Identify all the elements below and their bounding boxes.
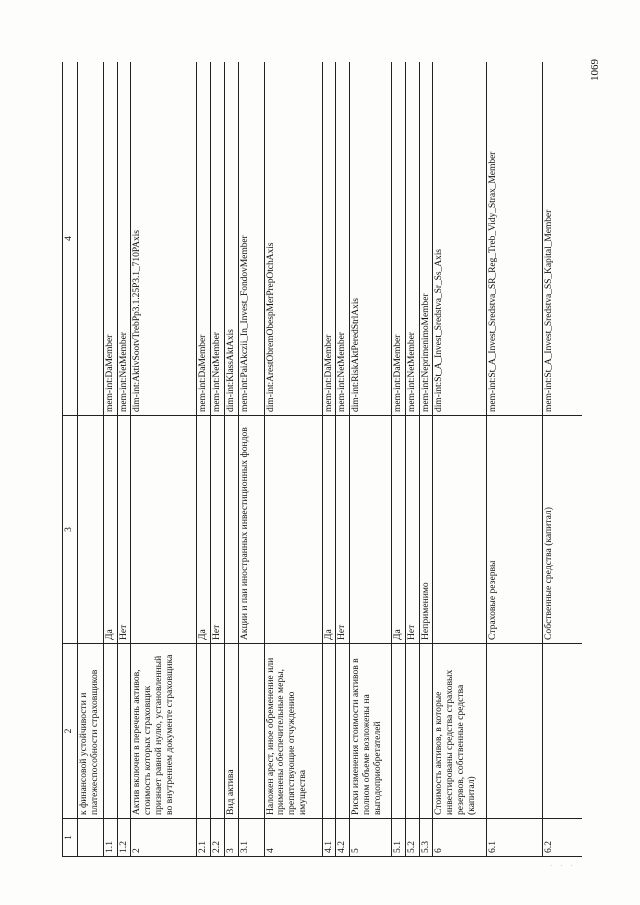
row-number: 4	[264, 819, 322, 857]
row-attribute	[392, 644, 406, 819]
row-number: 2.1	[197, 819, 211, 857]
row-attribute	[405, 644, 419, 819]
row-value: Да	[392, 416, 406, 644]
row-number: 3.1	[238, 819, 264, 857]
taxonomy-table	[62, 62, 582, 857]
row-attribute	[197, 644, 211, 819]
row-attribute	[117, 644, 131, 819]
row-attribute: Наложен арест, иное обременение или применены обеспечительные меры, препятствующие отчуждению имущества	[264, 644, 322, 819]
row-code: mem-int:DaMember	[322, 62, 336, 416]
scan-artifact: · · ·	[550, 862, 576, 870]
row-value: Акции и паи иностранных инвестиционных фондов	[238, 416, 264, 644]
table-rotation-frame	[62, 62, 582, 857]
rotated-page-content	[62, 62, 582, 857]
page-number: 1069	[589, 59, 601, 81]
table-header-row	[63, 62, 78, 857]
table-row	[487, 62, 543, 857]
row-value	[224, 416, 238, 644]
table-row	[405, 62, 419, 857]
row-number: 4.1	[322, 819, 336, 857]
row-value	[131, 416, 197, 644]
row-code: mem-int:DaMember	[197, 62, 211, 416]
row-number: 5.2	[405, 819, 419, 857]
header-cell-1: 1	[63, 819, 78, 857]
row-code: mem-int:NetMember	[336, 62, 350, 416]
row-number: 3	[224, 819, 238, 857]
row-value: Да	[104, 416, 118, 644]
row-number	[78, 819, 104, 857]
row-attribute: Стоимость активов, в которые инвестированы средства страховых резервов, собственные средства (капитал)	[433, 644, 487, 819]
row-attribute: Вид актива	[224, 644, 238, 819]
table-row	[392, 62, 406, 857]
row-attribute	[419, 644, 433, 819]
table-row	[322, 62, 336, 857]
row-attribute	[336, 644, 350, 819]
row-value	[78, 416, 104, 644]
row-attribute	[543, 644, 582, 819]
table-row	[336, 62, 350, 857]
row-value: Нет	[211, 416, 225, 644]
header-cell-3: 3	[63, 416, 78, 644]
row-code: mem-int:DaMember	[104, 62, 118, 416]
row-attribute: Актив включен в перечень активов, стоимость которых страховщик признает равной нулю, установленный во внутреннем документе страховщика	[131, 644, 197, 819]
row-value: Да	[197, 416, 211, 644]
row-attribute: к финансовой устойчивости и платежеспособности страховщиков	[78, 644, 104, 819]
row-code: mem-int:St_A_Invest_Sredstva_SR_Reg_Treb_Vidy_Strax_Member	[487, 62, 543, 416]
row-code: dim-int:AktivSootvTrebPp3.1.25P3.1_710PAxis	[131, 62, 197, 416]
row-code: mem-int:NetMember	[117, 62, 131, 416]
row-value: Нет	[405, 416, 419, 644]
row-value: Неприменимо	[419, 416, 433, 644]
row-number: 5	[350, 819, 392, 857]
header-cell-4: 4	[63, 62, 78, 416]
table-row	[238, 62, 264, 857]
row-number: 1.1	[104, 819, 118, 857]
row-code: mem-int:St_A_Invest_Sredstva_SS_Kapital_Member	[543, 62, 582, 416]
row-number: 6	[433, 819, 487, 857]
row-value: Нет	[336, 416, 350, 644]
row-code: mem-int:NetMember	[405, 62, 419, 416]
row-attribute	[238, 644, 264, 819]
row-number: 2	[131, 819, 197, 857]
row-number: 5.1	[392, 819, 406, 857]
row-value: Собственные средства (капитал)	[543, 416, 582, 644]
row-value: Да	[322, 416, 336, 644]
row-number: 6.1	[487, 819, 543, 857]
row-value	[264, 416, 322, 644]
table-row	[104, 62, 118, 857]
row-attribute	[211, 644, 225, 819]
table-row	[197, 62, 211, 857]
row-attribute: Риски изменения стоимости активов в полном объеме возложены на выгодоприобретателей	[350, 644, 392, 819]
row-number: 5.3	[419, 819, 433, 857]
table-row	[117, 62, 131, 857]
row-code: dim-int:St_A_Invest_Sredstva_Sr_Ss_Axis	[433, 62, 487, 416]
row-code: mem-int:DaMember	[392, 62, 406, 416]
row-attribute	[104, 644, 118, 819]
row-code: mem-int:NeprimenimoMember	[419, 62, 433, 416]
row-value	[350, 416, 392, 644]
row-attribute	[322, 644, 336, 819]
row-value: Страховые резервы	[487, 416, 543, 644]
table-row	[264, 62, 322, 857]
row-value	[433, 416, 487, 644]
table-row	[419, 62, 433, 857]
table-row	[433, 62, 487, 857]
table-row	[224, 62, 238, 857]
row-number: 6.2	[543, 819, 582, 857]
table-row	[211, 62, 225, 857]
table-row	[78, 62, 104, 857]
row-code: dim-int:RiskAktPeredStrlAxis	[350, 62, 392, 416]
row-code	[78, 62, 104, 416]
row-number: 1.2	[117, 819, 131, 857]
row-code: mem-int:PaiAkczii_In_Invest_FondovMember	[238, 62, 264, 416]
header-cell-2: 2	[63, 644, 78, 819]
row-code: mem-int:NetMember	[211, 62, 225, 416]
table-row	[543, 62, 582, 857]
row-code: dim-int:ArestObremObespMerPrepOtchAxis	[264, 62, 322, 416]
row-code: dim-int:KlassAktAxis	[224, 62, 238, 416]
row-number: 2.2	[211, 819, 225, 857]
row-value: Нет	[117, 416, 131, 644]
table-row	[131, 62, 197, 857]
row-number: 4.2	[336, 819, 350, 857]
table-row	[350, 62, 392, 857]
row-attribute	[487, 644, 543, 819]
